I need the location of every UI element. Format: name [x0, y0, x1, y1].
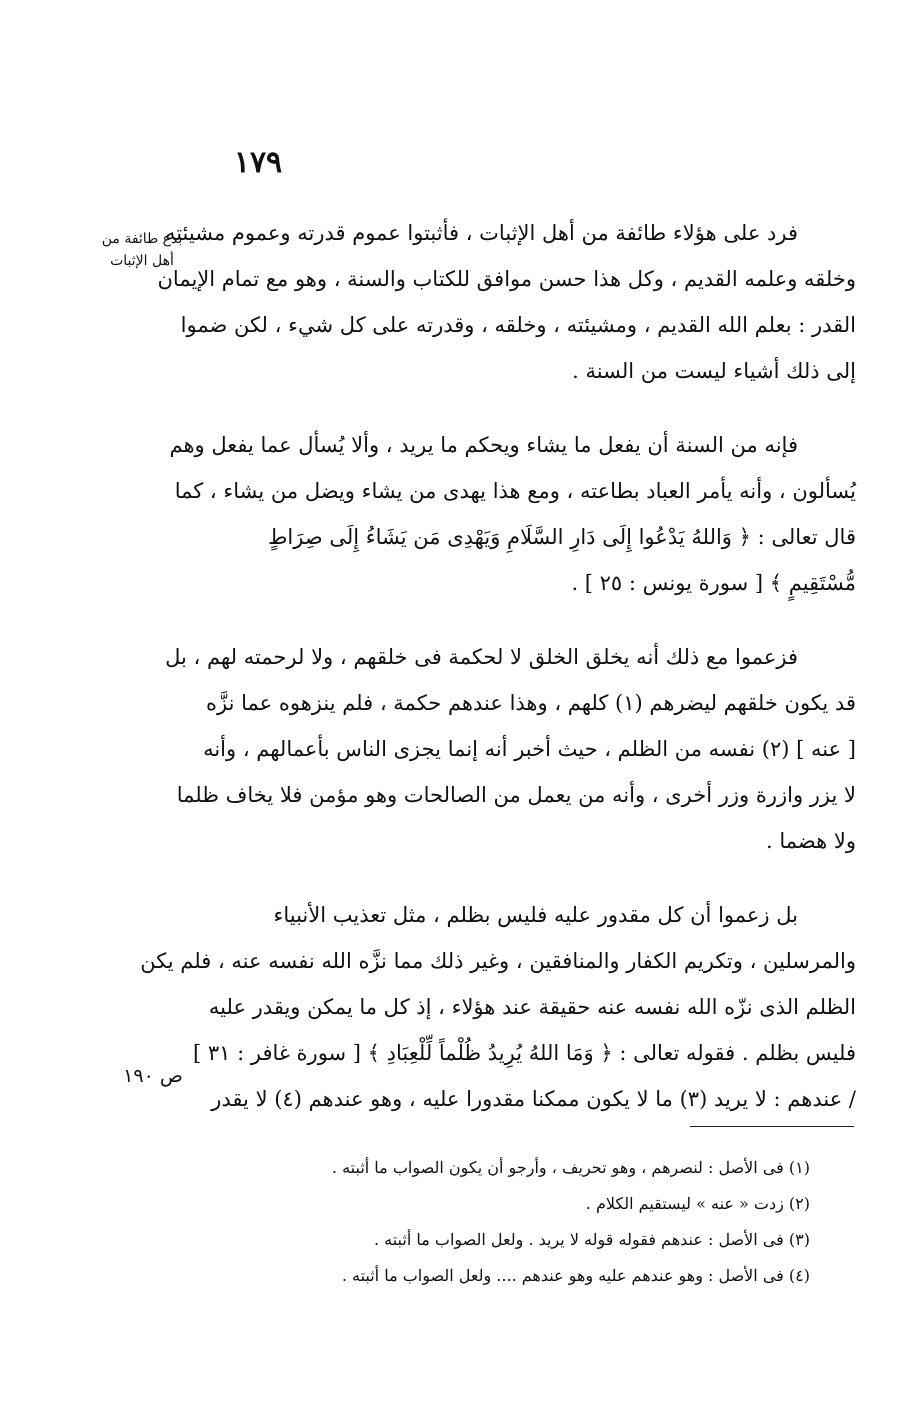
- paragraph-gap: [208, 606, 856, 634]
- text-line: [ عنه ] (٢) نفسه من الظلم ، حيث أخبر أنه إنما يجزى الناس بأعمالهم ، وأنه: [203, 737, 856, 761]
- text-line: إلى ذلك أشياء ليست من السنة .: [572, 359, 856, 383]
- footnote: (١) فى الأصل : لنصرهم ، وهو تحريف ، وأرجو أن يكون الصواب ما أثبته .: [331, 1158, 810, 1177]
- footnote: (٤) فى الأصل : وهو عندهم عليه وهو عندهم .... ولعل الصواب ما أثبته .: [341, 1266, 810, 1285]
- text-line: لا يزر وازرة وزر أخرى ، وأنه من يعمل من الصالحات وهو مؤمن فلا يخاف ظلما: [176, 783, 856, 807]
- text-line: فرد على هؤلاء طائفة من أهل الإثبات ، فأثبتوا عموم قدرته وعموم مشيئته: [164, 221, 798, 245]
- text-line: وخلقه وعلمه القديم ، وكل هذا حسن موافق للكتاب والسنة ، وهو مع تمام الإيمان: [157, 267, 856, 291]
- text-line: فإنه من السنة أن يفعل ما يشاء ويحكم ما يريد ، وألا يُسأل عما يفعل وهم: [169, 433, 798, 457]
- text-line: قال تعالى : ﴿ وَاللهُ يَدْعُوا إِلَى دَارِ السَّلَامِ وَيَهْدِى مَن يَشَاءُ إِلَى صِرَاطٍ: [268, 525, 856, 549]
- footnote: (٢) زدت « عنه » ليستقيم الكلام .: [585, 1194, 810, 1213]
- text-line: فزعموا مع ذلك أنه يخلق الخلق لا لحكمة فى خلقهم ، ولا لرحمته لهم ، بل: [165, 645, 798, 669]
- text-line: والمرسلين ، وتكريم الكفار والمنافقين ، وغير ذلك مما نزَّه الله نفسه عنه ، فلم يكن: [140, 949, 856, 973]
- text-line: يُسألون ، وأنه يأمر العباد بطاعته ، ومع هذا يهدى من يشاء ويضل من يشاء ، كما: [174, 479, 856, 503]
- paragraph-gap: [208, 394, 856, 422]
- text-line: فليس بظلم . فقوله تعالى : ﴿ وَمَا اللهُ يُرِيدُ ظُلْماً لِّلْعِبَادِ ﴾ [ سورة غافر : ٣١ ]: [193, 1041, 856, 1065]
- margin-reference: ص ١٩٠: [123, 1065, 183, 1087]
- footnote: (٣) فى الأصل : عندهم فقوله قوله لا يريد . ولعل الصواب ما أثبته .: [373, 1230, 810, 1249]
- text-line: / عندهم : لا يريد (٣) ما لا يكون ممكنا مقدورا عليه ، وهو عندهم (٤) لا يقدر: [211, 1087, 856, 1111]
- footnotes: [290, 1150, 810, 1294]
- margin-note: بدع طائفة من أهل الإثبات: [101, 231, 183, 269]
- footnote-rule: [690, 1126, 854, 1127]
- text-line: قد يكون خلقهم ليضرهم (١) كلهم ، وهذا عندهم حكمة ، فلم ينزهوه عما نزَّه: [205, 691, 856, 715]
- text-line: ولا هضما .: [766, 829, 856, 853]
- text-line: بل زعموا أن كل مقدور عليه فليس بظلم ، مثل تعذيب الأنبياء: [273, 903, 798, 927]
- text-line: الظلم الذى نزّه الله نفسه عنه حقيقة عند هؤلاء ، إذ كل ما يمكن ويقدر عليه: [208, 995, 856, 1019]
- paragraph-gap: [208, 864, 856, 892]
- text-line: مُّسْتَقِيمٍ ﴾ [ سورة يونس : ٢٥ ] .: [571, 571, 856, 595]
- text-line: القدر : بعلم الله القديم ، ومشيئته ، وخلقه ، وقدرته على كل شيء ، لكن ضموا: [180, 313, 856, 337]
- page-number: ١٧٩: [233, 145, 283, 180]
